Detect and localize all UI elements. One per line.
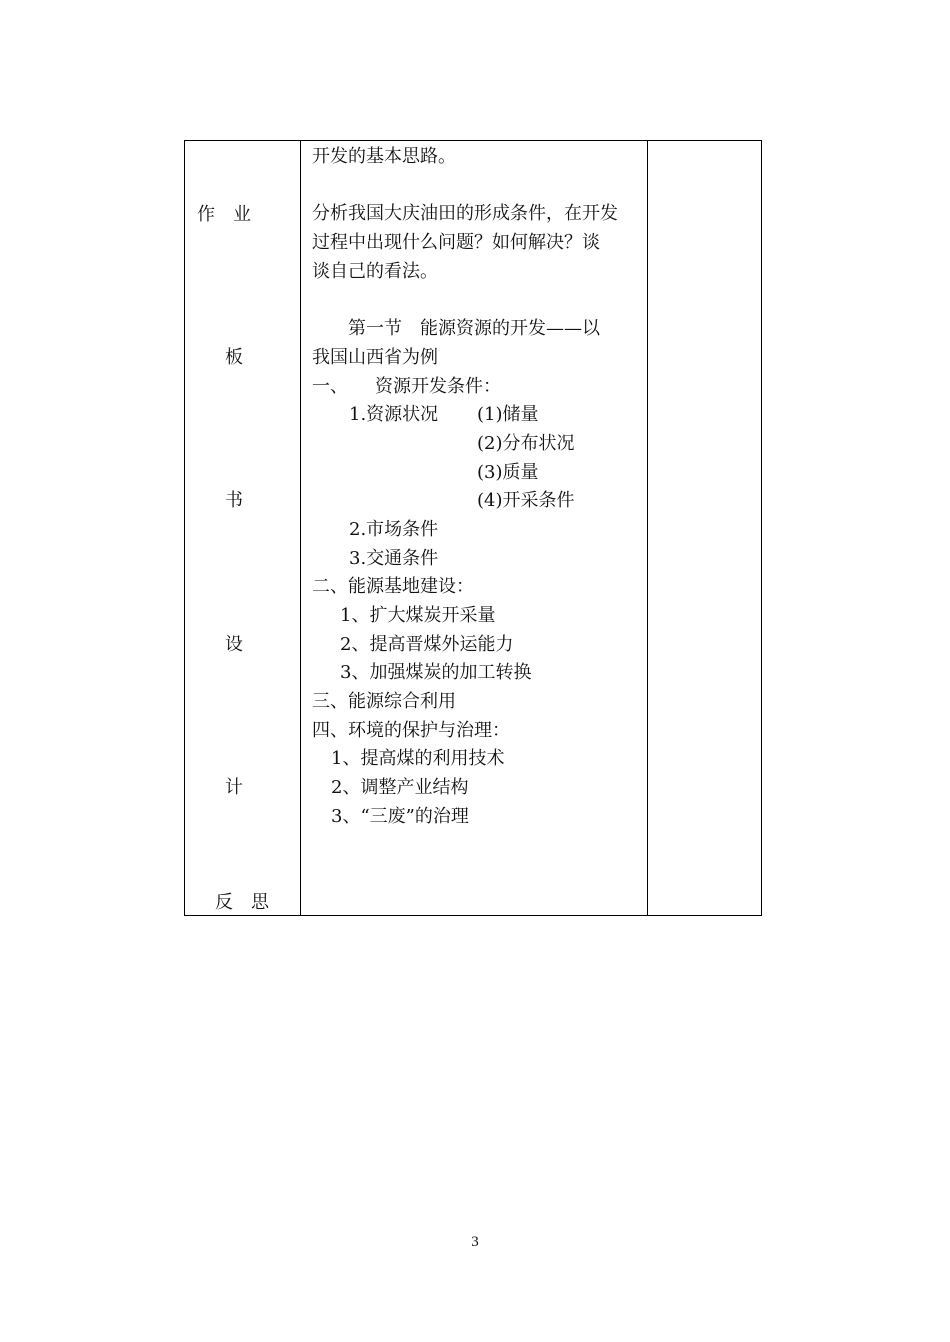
label-ban: 板 — [225, 347, 243, 368]
outline-item: 2.市场条件 — [349, 519, 439, 540]
label-ji: 计 — [225, 777, 243, 798]
outline-item: 1、扩大煤炭开采量 — [340, 605, 496, 626]
outline-heading-2: 二、能源基地建设： — [312, 576, 474, 597]
homework-line-2: 过程中出现什么问题？如何解决？谈 — [312, 232, 600, 253]
outline-heading-3: 三、能源综合利用 — [312, 691, 456, 712]
label-she: 设 — [225, 634, 243, 655]
outline-item: 3.交通条件 — [349, 548, 439, 569]
outline-item: 2、提高晋煤外运能力 — [340, 634, 514, 655]
label-homework: 作 业 — [197, 204, 251, 225]
text-line: 开发的基本思路。 — [312, 146, 456, 167]
outline-heading-1: 一、 资源开发条件： — [312, 376, 501, 397]
lesson-plan-table — [184, 140, 762, 916]
homework-line-1: 分析我国大庆油田的形成条件，在开发 — [312, 203, 618, 224]
homework-line-3: 谈自己的看法。 — [312, 261, 438, 282]
column-divider-right — [647, 141, 648, 915]
outline-subitem: (3)质量 — [477, 462, 539, 483]
outline-item: 3、“三废”的治理 — [331, 806, 469, 827]
label-reflection: 反 思 — [215, 892, 269, 913]
section-title-line-2: 我国山西省为例 — [312, 347, 438, 368]
outline-heading-4: 四、环境的保护与治理： — [312, 720, 510, 741]
column-divider-left — [300, 141, 301, 915]
outline-item: 1、提高煤的利用技术 — [331, 748, 505, 769]
outline-subitem: (4)开采条件 — [477, 490, 575, 511]
outline-subitem: (1)储量 — [477, 404, 539, 425]
outline-subitem: (2)分布状况 — [477, 433, 575, 454]
label-shu: 书 — [225, 490, 243, 511]
section-title-line-1: 第一节 能源资源的开发——以 — [312, 318, 600, 339]
page-number: 3 — [471, 1234, 479, 1250]
outline-item: 1.资源状况 — [349, 404, 439, 425]
outline-item: 3、加强煤炭的加工转换 — [340, 662, 532, 683]
outline-item: 2、调整产业结构 — [331, 777, 469, 798]
